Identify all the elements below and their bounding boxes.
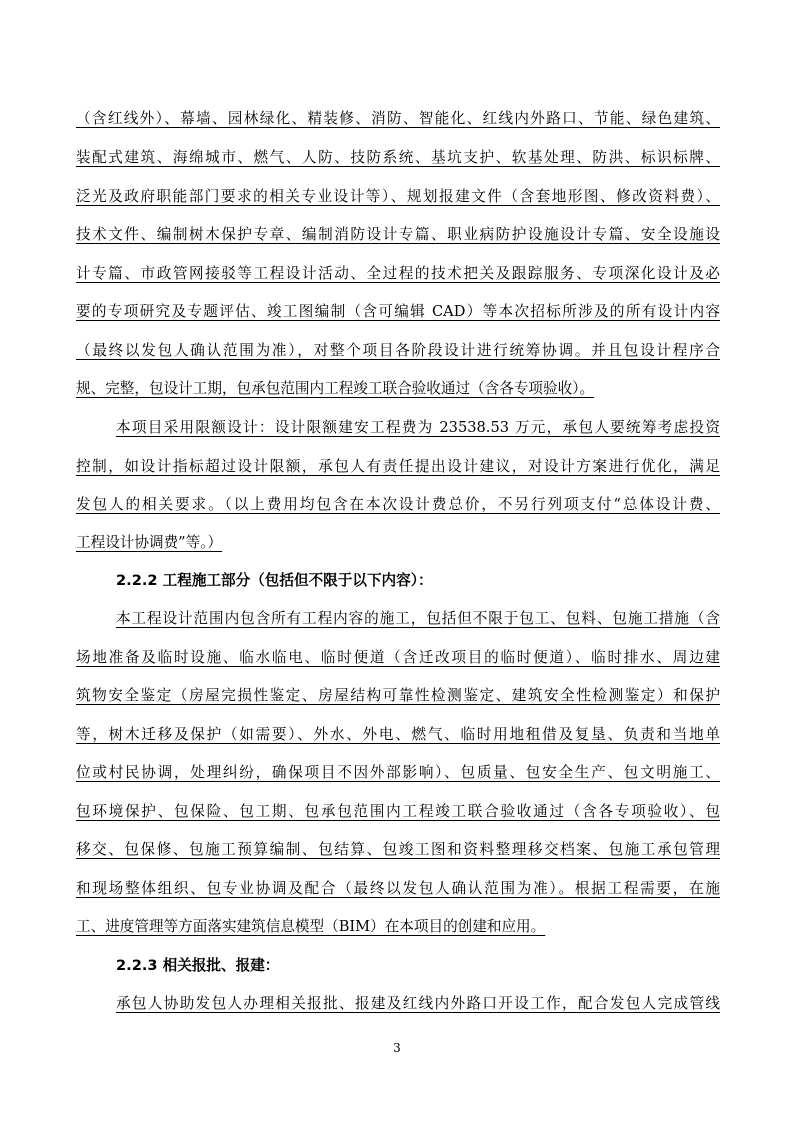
text-line-content: 本项目采用限额设计：设计限额建安工程费为 23538.53 万元，承包人要统筹考虑投资 <box>116 419 720 436</box>
text-line-content: 装配式建筑、海绵城市、燃气、人防、技防系统、基坑支护、软基处理、防洪、标识标牌、 <box>76 149 720 166</box>
text-line-content: 承包人协助发包人办理相关报批、报建及红线内外路口开设工作，配合发包人完成管线 <box>116 995 720 1012</box>
text-line <box>76 222 720 248</box>
text-line <box>76 338 720 364</box>
text-line <box>76 876 720 902</box>
text-line <box>76 261 720 287</box>
text-line-content: 技术文件、编制树木保护专章、编制消防设计专篇、职业病防护设施设计专篇、安全设施设 <box>76 226 720 243</box>
text-line-content: 工、进度管理等方面落实建筑信息模型（BIM）在本项目的创建和应用。 <box>76 918 546 935</box>
text-line-content: 发包人的相关要求。（以上费用均包含在本次设计费总价，不另行列项支付“总体设计费、 <box>76 496 720 513</box>
text-line-content: 位或村民协调，处理纠纷，确保项目不因外部影响）、包质量、包安全生产、包文明施工、 <box>76 764 720 781</box>
text-line <box>76 184 720 210</box>
text-line-content: 计专篇、市政管网接驳等工程设计活动、全过程的技术把关及跟踪服务、专项深化设计及必 <box>76 265 720 282</box>
text-line-content: 和现场整体组织、包专业协调及配合（最终以发包人确认范围为准）。根据工程需要，在施 <box>76 880 720 897</box>
text-line-content: 工程设计协调费”等。） <box>76 534 223 551</box>
text-line-content: （最终以发包人确认范围为准），对整个项目各阶段设计进行统筹协调。并且包设计程序合 <box>76 342 720 359</box>
text-line-content: 等，树木迁移及保护（如需要）、外水、外电、燃气、临时用地租借及复垦、负责和当地单 <box>76 726 720 743</box>
text-line <box>76 683 720 709</box>
text-line <box>76 991 720 1017</box>
text-line <box>76 799 720 825</box>
text-line <box>76 530 720 556</box>
text-line <box>76 492 720 518</box>
text-line <box>76 415 720 441</box>
text-line-content: 要的专项研究及专题评估、竣工图编制（含可编辑 CAD）等本次招标所涉及的所有设计内容 <box>76 303 720 320</box>
text-line <box>76 645 720 671</box>
section-heading-222: 2.2.2 工程施工部分（包括但不限于以下内容）： <box>116 572 433 589</box>
text-line <box>76 606 720 632</box>
section-heading-223: 2.2.3 相关报批、报建： <box>116 957 280 974</box>
text-line-content: 移交、包保修、包施工预算编制、包结算、包竣工图和资料整理移交档案、包施工承包管理 <box>76 841 720 858</box>
text-line-content: 筑物安全鉴定（房屋完损性鉴定、房屋结构可靠性检测鉴定、建筑安全性检测鉴定）和保护 <box>76 687 720 704</box>
text-line <box>76 914 720 940</box>
text-line <box>76 106 720 132</box>
text-line <box>76 145 720 171</box>
page-number: 3 <box>393 1041 401 1055</box>
text-line-content: 控制，如设计指标超过设计限额，承包人有责任提出设计建议，对设计方案进行优化，满足 <box>76 458 720 475</box>
text-line <box>76 299 720 325</box>
text-line <box>76 837 720 863</box>
text-line-content: 本工程设计范围内包含所有工程内容的施工，包括但不限于包工、包料、包施工措施（含 <box>116 610 720 627</box>
text-line <box>76 376 720 402</box>
text-line <box>76 454 720 480</box>
text-line-content: 场地准备及临时设施、临水临电、临时便道（含迁改项目的临时便道）、临时排水、周边建 <box>76 649 720 666</box>
text-line <box>76 722 720 748</box>
text-line-content: 包环境保护、包保险、包工期、包承包范围内工程竣工联合验收通过（含各专项验收）、包 <box>76 803 720 820</box>
text-line-content: （含红线外）、幕墙、园林绿化、精装修、消防、智能化、红线内外路口、节能、绿色建筑、 <box>76 110 720 127</box>
text-line-content: 泛光及政府职能部门要求的相关专业设计等）、规划报建文件（含套地形图、修改资料费）、 <box>76 188 720 205</box>
text-line <box>76 760 720 786</box>
text-line-content: 规、完整，包设计工期，包承包范围内工程竣工联合验收通过（含各专项验收）。 <box>76 380 595 397</box>
